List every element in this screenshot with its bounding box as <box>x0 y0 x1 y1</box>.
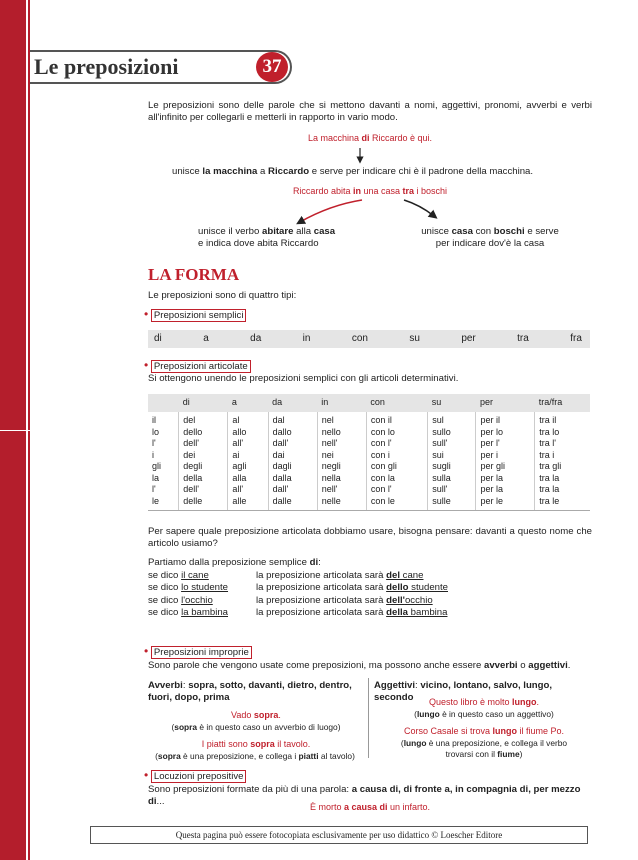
table-header: di <box>179 394 228 412</box>
table-cell: per la <box>480 472 503 483</box>
table-cell: negli <box>321 461 341 472</box>
footer-note: Questa pagina può essere fotocopiata esclusivamente per uso didattico © Loescher Editore <box>90 826 588 844</box>
preposition-semplice: per <box>461 333 476 344</box>
table-header: per <box>476 394 535 412</box>
start-text: Partiamo dalla preposizione semplice di: <box>148 557 321 568</box>
table-column <box>366 412 427 511</box>
column-divider <box>368 678 369 758</box>
table-cell: alle <box>232 495 247 506</box>
chapter-badge: 37 <box>256 52 288 82</box>
table-column <box>228 412 268 511</box>
example-piatti-note: (sopra è una preposizione, e collega i piatti al tavolo) <box>155 751 355 761</box>
preposition-semplice: su <box>409 333 420 344</box>
articolate-heading: • Preposizioni articolate <box>144 358 251 374</box>
table-column <box>535 412 590 511</box>
table-cell: all' <box>232 484 244 495</box>
example-corso: Corso Casale si trova lungo il fiume Po. <box>403 726 565 736</box>
table-cell: per i <box>480 449 498 460</box>
table-cell: della <box>183 472 203 483</box>
table-cell: dell' <box>183 438 199 449</box>
question-text: Per sapere quale preposizione articolata dobbiamo usare, bisogna pensare: davanti a questo nome che articolo usiamo? <box>148 526 592 550</box>
table-cell: con gli <box>370 461 397 472</box>
article-column <box>148 412 179 511</box>
example-morto: È morto a causa di un infarto. <box>309 802 431 812</box>
table-cell: nella <box>321 472 341 483</box>
table-column <box>317 412 366 511</box>
table-cell: per la <box>480 484 503 495</box>
table-cell: sul <box>432 415 444 425</box>
table-cell: con l' <box>370 438 392 449</box>
table-cell: dall' <box>272 484 289 495</box>
table-cell: sull' <box>432 438 448 449</box>
table-column <box>268 412 317 511</box>
bullet-icon: • <box>144 768 149 782</box>
preposition-semplice: a <box>203 333 209 344</box>
table-cell: per lo <box>480 426 503 437</box>
table-cell: con le <box>370 495 395 506</box>
table-cell: tra la <box>539 472 560 483</box>
locuzioni-desc: Sono preposizioni formate da più di una parola: a causa di, di fronte a, in compagnia di, per mezzo di... <box>148 784 581 808</box>
table-cell: tra il <box>539 415 557 425</box>
example-row: se dico lo studente la preposizione articolata sarà dello studente <box>148 582 448 594</box>
table-cell: tra gli <box>539 461 562 472</box>
table-cell: l' <box>152 484 156 495</box>
table-cell: dagli <box>272 461 292 472</box>
aggettivi-list: Aggettivi: vicino, lontano, salvo, lungo, secondo <box>374 680 553 704</box>
table-cell: tra la <box>539 484 560 495</box>
table-header: tra/fra <box>535 394 590 412</box>
table-cell: per l' <box>480 438 500 449</box>
example-vado: Vado sopra. <box>231 710 281 720</box>
table-cell: la <box>152 472 160 483</box>
preposition-semplice: di <box>154 333 162 344</box>
table-cell: sulla <box>432 472 451 483</box>
example-libro-note: (lungo è in questo caso un aggettivo) <box>414 709 554 719</box>
table-cell: degli <box>183 461 203 472</box>
table-cell: l' <box>152 438 156 449</box>
avverbi-list: Avverbi: sopra, sotto, davanti, dietro, dentro, fuori, dopo, prima <box>148 680 352 704</box>
section-title-forma: LA FORMA <box>148 265 240 284</box>
table-cell: tra le <box>539 495 560 506</box>
preposition-semplice: tra <box>517 333 529 344</box>
table-cell: lo <box>152 426 160 437</box>
table-cell: sull' <box>432 484 448 495</box>
example-row: se dico l'occhio la preposizione articolata sarà dell'occhio <box>148 594 433 606</box>
explanation-right: unisce casa con boschi e serve per indicare dov'è la casa <box>421 226 559 250</box>
table-cell: con il <box>370 415 392 425</box>
table-header: a <box>228 394 268 412</box>
table-cell: sui <box>432 449 444 460</box>
table-cell: per gli <box>480 461 505 472</box>
table-cell: con i <box>370 449 390 460</box>
table-cell: dalla <box>272 472 292 483</box>
table-cell: tra lo <box>539 426 560 437</box>
table-cell: sulle <box>432 495 451 506</box>
bullet-icon: • <box>144 307 149 321</box>
table-column <box>179 412 228 511</box>
table-header: su <box>428 394 476 412</box>
table-cell: per le <box>480 495 503 506</box>
preposition-semplice: in <box>302 333 311 344</box>
example-piatti: I piatti sono sopra il tavolo. <box>201 739 311 749</box>
table-cell: del <box>183 415 196 425</box>
improprie-heading: • Preposizioni improprie <box>144 644 252 660</box>
table-cell: tra l' <box>539 438 556 449</box>
example-row: se dico il cane la preposizione articolata sarà del cane <box>148 570 424 581</box>
preposition-semplice: fra <box>570 333 582 344</box>
table-cell: tra i <box>539 449 555 460</box>
intro-text: Le preposizioni sono delle parole che si mettono davanti a nomi, aggettivi, pronomi, avverbi e verbi all'infinito per collegarli e metterli in rapporto in vario modo. <box>148 100 592 124</box>
table-cell: nelle <box>321 495 341 506</box>
articolate-table <box>148 394 590 511</box>
bullet-icon: • <box>144 644 149 658</box>
table-cell: dai <box>272 449 285 460</box>
example-libro: Questo libro è molto lungo. <box>428 697 540 707</box>
table-cell: gli <box>152 461 162 472</box>
table-cell: dell' <box>183 484 199 495</box>
table-cell: agli <box>232 461 247 472</box>
example-corso-note: (lungo è una preposizione, e collega il verbo trovarsi con il fiume) <box>400 738 568 759</box>
locuzioni-heading: • Locuzioni prepositive <box>144 768 246 784</box>
explanation-1: unisce la macchina a Riccardo e serve per indicare chi è il padrone della macchina. <box>172 166 534 177</box>
table-cell: con lo <box>370 426 395 437</box>
semplici-bar <box>148 330 590 348</box>
table-cell: con la <box>370 472 395 483</box>
table-cell: alla <box>232 472 247 483</box>
example-sentence-2: Riccardo abita in una casa tra i boschi <box>292 186 448 196</box>
explanation-left: unisce il verbo abitare alla casa e indica dove abita Riccardo <box>198 226 336 250</box>
table-cell: i <box>152 449 154 460</box>
table-cell: delle <box>183 495 203 506</box>
table-cell: all' <box>232 438 244 449</box>
table-cell: nel <box>321 415 334 425</box>
bullet-icon: • <box>144 358 149 372</box>
table-cell: dei <box>183 449 196 460</box>
table-cell: dallo <box>272 426 292 437</box>
page-title: Le preposizioni <box>34 54 179 79</box>
example-row: se dico la bambina la preposizione articolata sarà della bambina <box>148 607 448 619</box>
improprie-desc: Sono parole che vengono usate come preposizioni, ma possono anche essere avverbi o aggettivi. <box>148 660 571 671</box>
table-cell: dal <box>272 415 285 425</box>
preposition-semplice: da <box>250 333 262 344</box>
example-vado-note: (sopra è in questo caso un avverbio di luogo) <box>171 722 341 732</box>
preposition-semplice: con <box>351 333 368 344</box>
table-cell: dalle <box>272 495 292 506</box>
table-header: in <box>317 394 366 412</box>
table-cell: sugli <box>432 461 451 472</box>
table-cell: nell' <box>321 484 338 495</box>
table-column <box>428 412 476 511</box>
table-cell: ai <box>232 449 240 460</box>
table-cell: dall' <box>272 438 289 449</box>
table-cell: nello <box>321 426 341 437</box>
table-column <box>476 412 535 511</box>
example-sentence-1: La macchina di Riccardo è qui. <box>307 133 433 143</box>
table-cell: per il <box>480 415 500 425</box>
table-cell: il <box>152 415 156 425</box>
forma-intro: Le preposizioni sono di quattro tipi: <box>148 290 297 301</box>
table-cell: nei <box>321 449 334 460</box>
table-cell: le <box>152 495 160 506</box>
table-cell: sullo <box>432 426 451 437</box>
table-cell: con l' <box>370 484 392 495</box>
semplici-heading: • Preposizioni semplici <box>144 307 246 323</box>
table-header <box>148 394 179 412</box>
table-header: da <box>268 394 317 412</box>
examples-list <box>148 570 588 620</box>
table-cell: allo <box>232 426 247 437</box>
articolate-desc: Si ottengono unendo le preposizioni semplici con gli articoli determinativi. <box>148 373 459 384</box>
table-cell: dello <box>183 426 203 437</box>
table-cell: al <box>232 415 240 425</box>
table-cell: nell' <box>321 438 338 449</box>
table-header: con <box>366 394 427 412</box>
